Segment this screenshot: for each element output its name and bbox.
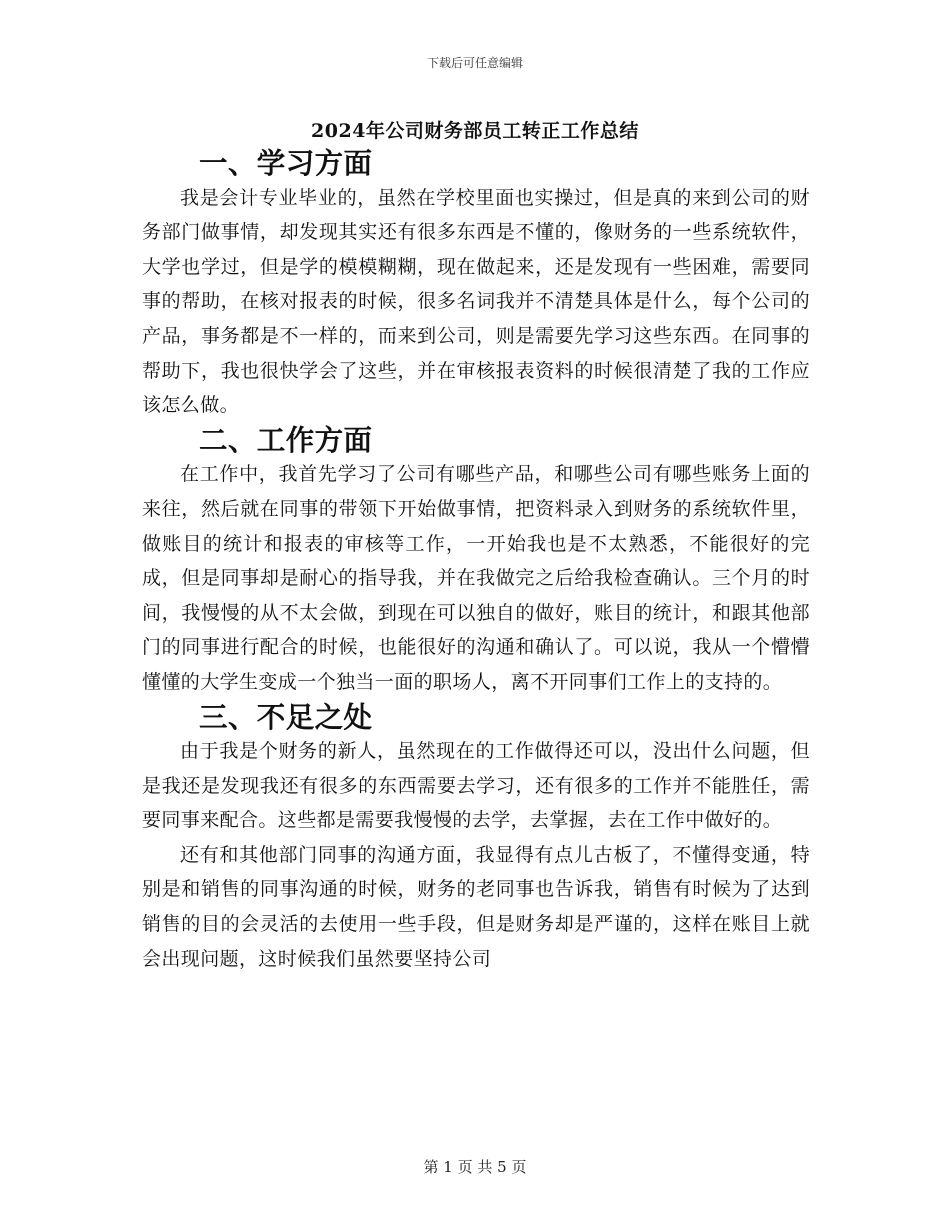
page-indicator: 第 1 页 共 5 页 [423, 1158, 527, 1176]
section-work [142, 423, 810, 700]
section-heading-study: 一、学习方面 [199, 146, 373, 180]
paragraph: 还有和其他部门同事的沟通方面，我显得有点儿古板了，不懂得变通，特别是和销售的同事沟通的时候，财务的老同事也告诉我，销售有时候为了达到销售的目的会灵活的去使用一些手段，但是财务却是严谨的，这样在账目上就会出现问题，这时候我们虽然要坚持公司 [142, 843, 810, 970]
paragraph: 我是会计专业毕业的，虽然在学校里面也实操过，但是真的来到公司的财务部门做事情，却发现其实还有很多东西是不懂的，像财务的一些系统软件，大学也学过，但是学的模模糊糊，现在做起来，还是发现有一些困难，需要同事的帮助，在核对报表的时候，很多名词我并不清楚具体是什么，每个公司的产品，事务都是不一样的，而来到公司，则是需要先学习这些东西。在同事的帮助下，我也很快学会了这些，并在审核报表资料的时候很清楚了我的工作应该怎么做。 [142, 186, 810, 417]
document-title: 2024年公司财务部员工转正工作总结 [311, 120, 639, 142]
section-study [142, 146, 810, 423]
paragraph: 由于我是个财务的新人，虽然现在的工作做得还可以，没出什么问题，但是我还是发现我还有很多的东西需要去学习，还有很多的工作并不能胜任，需要同事来配合。这些都是需要我慢慢的去学，去掌握，去在工作中做好的。 [142, 740, 810, 832]
section-shortcomings [142, 700, 810, 977]
document-body [142, 146, 810, 976]
section-heading-shortcomings: 三、不足之处 [199, 699, 373, 734]
section-heading-work: 二、工作方面 [199, 422, 373, 457]
paragraph: 在工作中，我首先学习了公司有哪些产品，和哪些公司有哪些账务上面的来往，然后就在同事的带领下开始做事情，把资料录入到财务的系统软件里，做账目的统计和报表的审核等工作，一开始我也是不太熟悉，不能很好的完成，但是同事却是耐心的指导我，并在我做完之后给我检查确认。三个月的时间，我慢慢的从不太会做，到现在可以独自的做好，账目的统计，和跟其他部门的同事进行配合的时候，也能很好的沟通和确认了。可以说，我从一个懵懵懂懂的大学生变成一个独当一面的职场人，离不开同事们工作上的支持的。 [142, 463, 810, 693]
header-note: 下载后可任意编辑 [426, 56, 523, 70]
